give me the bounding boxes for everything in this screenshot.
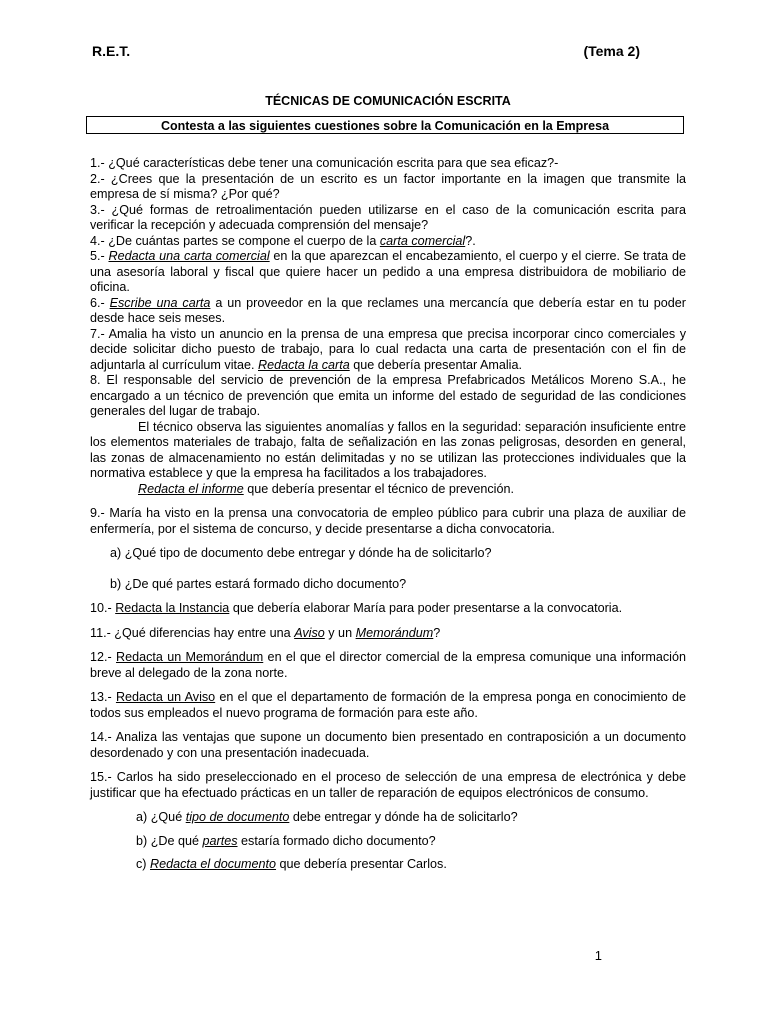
question-12 xyxy=(90,650,686,681)
question-13-task: Redacta un Aviso xyxy=(115,690,216,704)
question-4-end: ?. xyxy=(465,233,476,248)
question-5-text: en la que aparezcan el encabezamiento, el cuerpo y el cierre. Se trata de una asesoría laboral y fiscal que quiere hacer un pedido a una empresa distribuidora de mobiliario de oficina. xyxy=(90,249,686,294)
question-11-term-1: Aviso xyxy=(294,625,325,640)
question-11-end: ? xyxy=(433,625,441,640)
question-13-number: 13.- xyxy=(90,690,116,704)
question-7-text: 7.- Amalia ha visto un anuncio en la prensa de una empresa que precisa incorporar cinco comerciales y decide solicitar dicho puesto de trabajo, para lo cual redacta una carta de presentación con el fin de adjuntarla al currículum vitae. xyxy=(90,326,686,372)
question-7-task: Redacta la carta xyxy=(258,357,350,372)
question-8-task-term: Redacta el informe xyxy=(138,481,244,496)
question-12-number: 12.- xyxy=(90,650,117,664)
question-8-task xyxy=(90,482,686,498)
question-list xyxy=(90,156,686,873)
question-10-task: Redacta la Instancia xyxy=(115,601,230,615)
question-12-task: Redacta un Memorándum xyxy=(116,650,264,664)
question-15-c-text: c) xyxy=(136,857,150,871)
question-8: 8. El responsable del servicio de prevención de la empresa Prefabricados Metálicos Moreno S.A., he encargado a un técnico de prevención que emita un informe del estado de seguridad de las condiciones generales del lugar de trabajo. xyxy=(90,373,686,418)
topic-number: (Tema 2) xyxy=(583,43,640,59)
question-10 xyxy=(90,601,686,617)
question-9: 9.- María ha visto en la prensa una convocatoria de empleo público para cubrir una plaza de auxiliar de enfermería, por el sistema de concurso, y decide presentarse a dicha convocatoria. xyxy=(90,506,686,536)
question-6-number: 6.- xyxy=(90,295,110,310)
question-4-text: 4.- ¿De cuántas partes se compone el cuerpo de la xyxy=(90,233,380,248)
document-page xyxy=(90,0,686,1024)
question-12-text: en el que el director comercial de la empresa comunique una información breve al delegado de la zona norte. xyxy=(90,650,686,680)
document-title: TÉCNICAS DE COMUNICACIÓN ESCRITA xyxy=(265,94,511,108)
question-4 xyxy=(90,234,686,250)
question-15: 15.- Carlos ha sido preseleccionado en el proceso de selección de una empresa de electrónica y debe justificar que ha efectuado prácticas en un taller de reparación de equipos electrónicos de consumo. xyxy=(90,770,686,800)
question-6-text: a un proveedor en la que reclames una mercancía que debería estar en tu poder desde hace seis meses. xyxy=(90,295,686,325)
question-15-b-end: estaría formado dicho documento? xyxy=(237,833,436,848)
question-15-c-end: que debería presentar Carlos. xyxy=(276,857,447,871)
question-8-task-text: que debería presentar el técnico de prevención. xyxy=(243,481,514,496)
question-15-a-term: tipo de documento xyxy=(185,810,290,824)
question-2: 2.- ¿Crees que la presentación de un escrito es un factor importante en la imagen que transmite la empresa de sí misma? ¿Por qué? xyxy=(90,171,686,201)
question-14: 14.- Analiza las ventajas que supone un documento bien presentado en contraposición a un documento desordenado y con una presentación inadecuada. xyxy=(90,730,686,760)
question-3: 3.- ¿Qué formas de retroalimentación pueden utilizarse en el caso de la comunicación escrita para verificar la recepción y adecuada comprensión del mensaje? xyxy=(90,202,686,232)
page-number: 1 xyxy=(594,948,602,963)
question-5-task: Redacta una carta comercial xyxy=(108,249,270,263)
question-13 xyxy=(90,690,686,721)
question-10-text: que debería elaborar María para poder presentarse a la convocatoria. xyxy=(229,601,623,615)
question-15-c-term: Redacta el documento xyxy=(150,857,277,871)
question-15-a-text: a) ¿Qué xyxy=(136,810,186,824)
question-15-c xyxy=(90,857,686,873)
question-11 xyxy=(90,626,686,642)
question-5 xyxy=(90,249,686,296)
question-13-text: en el que el departamento de formación de la empresa ponga en conocimiento de todos sus empleados el nuevo programa de formación para este año. xyxy=(90,690,686,720)
question-5-number: 5.- xyxy=(90,249,109,263)
question-7-end: que debería presentar Amalia. xyxy=(349,357,522,372)
question-15-b-term: partes xyxy=(202,833,238,848)
question-15-b xyxy=(90,834,686,850)
question-6-task: Escribe una carta xyxy=(109,295,211,310)
question-15-b-text: b) ¿De qué xyxy=(136,833,203,848)
question-8-detail: El técnico observa las siguientes anomalías y fallos en la seguridad: separación insuficiente entre los elementos materiales de trabajo, falta de señalización en las zonas peligrosas, desorden en general, las zonas de almacenamiento no están delimitadas y no se utilizan las protecciones individuales que la normativa establece y que la empresa ha facilitados a los trabajadores. xyxy=(90,419,686,480)
question-11-mid: y un xyxy=(324,625,356,640)
question-9-b: b) ¿De qué partes estará formado dicho documento? xyxy=(110,576,407,591)
question-9-a: a) ¿Qué tipo de documento debe entregar y dónde ha de solicitarlo? xyxy=(110,546,492,560)
question-10-number: 10.- xyxy=(90,601,116,615)
question-7 xyxy=(90,327,686,374)
course-code: R.E.T. xyxy=(92,43,131,59)
question-1: 1.- ¿Qué características debe tener una comunicación escrita para que sea eficaz?- xyxy=(90,156,559,170)
question-4-term: carta comercial xyxy=(379,233,466,248)
question-6 xyxy=(90,296,686,327)
boxed-instruction: Contesta a las siguientes cuestiones sobre la Comunicación en la Empresa xyxy=(86,116,684,134)
question-11-text: 11.- ¿Qué diferencias hay entre una xyxy=(90,625,295,640)
question-11-term-2: Memorándum xyxy=(355,625,434,640)
question-15-a-end: debe entregar y dónde ha de solicitarlo? xyxy=(289,810,518,824)
question-15-a xyxy=(90,810,686,826)
